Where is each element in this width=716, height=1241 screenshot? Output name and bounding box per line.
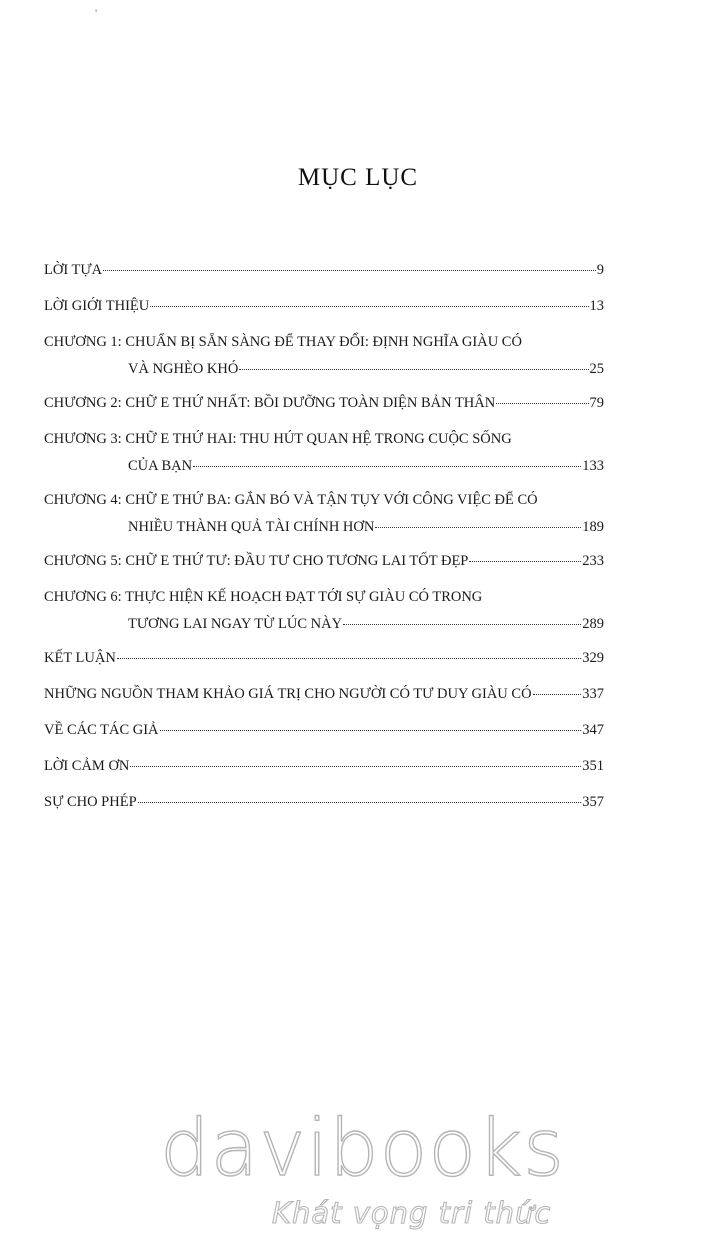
toc-entry (44, 722, 604, 742)
toc-entry-title: SỰ CHO PHÉP (44, 794, 137, 810)
toc-entry-title: CHƯƠNG 3: CHỮ E THỨ HAI: THU HÚT QUAN HỆ TRONG CUỘC SỐNG (44, 431, 512, 447)
toc-page-number: 233 (582, 553, 604, 569)
dot-leader (150, 306, 588, 307)
toc-page-number: 189 (582, 519, 604, 535)
dot-leader (193, 466, 581, 467)
toc-entry (44, 553, 604, 573)
toc-page-number: 79 (589, 395, 604, 411)
toc-entry-title: CHƯƠNG 4: CHỮ E THỨ BA: GẮN BÓ VÀ TẬN TỤY VỚI CÔNG VIỆC ĐỂ CÓ (44, 492, 538, 508)
page-mark: ' (95, 6, 98, 20)
toc-entry (44, 262, 604, 282)
dot-leader (160, 730, 582, 731)
toc-page-number: 351 (582, 758, 604, 774)
toc-entry-title: KẾT LUẬN (44, 650, 116, 666)
toc-page-number: 337 (582, 686, 604, 702)
toc-page-number: 25 (589, 361, 604, 377)
toc-entry-title: LỜI GIỚI THIỆU (44, 298, 150, 314)
toc-entry (44, 794, 604, 814)
toc-entry (44, 758, 604, 778)
toc-entry (44, 431, 604, 478)
toc-entry-title: CHƯƠNG 2: CHỮ E THỨ NHẤT: BỒI DƯỠNG TOÀN DIỆN BẢN THÂN (44, 395, 496, 411)
dot-leader (496, 403, 588, 404)
toc-entry (44, 492, 604, 539)
watermark-brand: davibooks (160, 1104, 565, 1194)
toc-page-number: 357 (582, 794, 604, 810)
toc-page-number: 329 (582, 650, 604, 666)
toc-entry-title: CHƯƠNG 6: THỰC HIỆN KẾ HOẠCH ĐẠT TỚI SỰ GIÀU CÓ TRONG (44, 589, 483, 605)
dot-leader (533, 694, 582, 695)
toc-entry-title-continued: TƯƠNG LAI NGAY TỪ LÚC NÀY (128, 616, 343, 632)
toc-entry-title: NHỮNG NGUỒN THAM KHẢO GIÁ TRỊ CHO NGƯỜI CÓ TƯ DUY GIÀU CÓ (44, 686, 532, 702)
toc-page-number: 133 (582, 458, 604, 474)
toc-entry (44, 334, 604, 381)
toc-entry-title: VỀ CÁC TÁC GIẢ (44, 722, 159, 738)
dot-leader (239, 369, 588, 370)
toc-page-number: 9 (596, 262, 604, 278)
page-title: MỤC LỤC (297, 164, 419, 191)
toc-entry-title-continued: CỦA BẠN (128, 458, 193, 474)
toc-entry (44, 650, 604, 670)
toc-entry (44, 589, 604, 636)
toc-entry (44, 395, 604, 415)
dot-leader (117, 658, 581, 659)
dot-leader (130, 766, 581, 767)
toc-page-number: 289 (582, 616, 604, 632)
dot-leader (343, 624, 581, 625)
toc-entry-title: LỜI TỰA (44, 262, 103, 278)
dot-leader (103, 270, 596, 271)
toc-entry-title-continued: NHIỀU THÀNH QUẢ TÀI CHÍNH HƠN (128, 519, 375, 535)
dot-leader (138, 802, 582, 803)
watermark-tagline: Khát vọng tri thức (272, 1196, 552, 1230)
toc-page-number: 347 (582, 722, 604, 738)
toc-page-number: 13 (589, 298, 604, 314)
toc-entry (44, 298, 604, 318)
toc-entry (44, 686, 604, 706)
dot-leader (469, 561, 581, 562)
toc-entry-title: LỜI CẢM ƠN (44, 758, 130, 774)
toc-entry-title: CHƯƠNG 5: CHỮ E THỨ TƯ: ĐẦU TƯ CHO TƯƠNG LAI TỐT ĐẸP (44, 553, 469, 569)
dot-leader (375, 527, 581, 528)
toc-entry-title: CHƯƠNG 1: CHUẨN BỊ SẴN SÀNG ĐỂ THAY ĐỔI: ĐỊNH NGHĨA GIÀU CÓ (44, 334, 522, 350)
toc-entry-title-continued: VÀ NGHÈO KHÓ (128, 361, 239, 377)
